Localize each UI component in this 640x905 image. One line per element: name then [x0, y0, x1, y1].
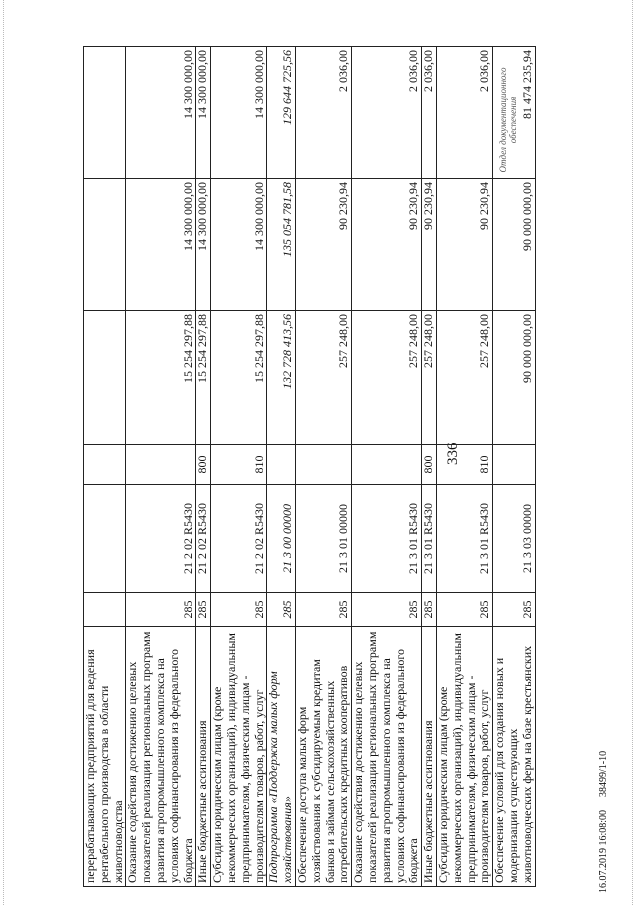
- cell-sum-1: [84, 311, 126, 445]
- cell-sum-2: 135 054 781,58: [267, 179, 296, 311]
- table-row: [196, 47, 211, 887]
- cell-target-article: 21 2 02 R5430: [126, 485, 196, 593]
- cell-name: Обеспечение доступа малых форм хозяйствования к субсидируемым кредитам банков и займам сельскохозяйственных потребительских кредитных кооперативов: [295, 627, 351, 887]
- cell-code: 285: [352, 593, 422, 627]
- cell-sum-3: [84, 47, 126, 179]
- stamp-line: Отдел документационного: [498, 67, 508, 173]
- stamp-line: обеспечения: [508, 96, 519, 144]
- divider: [3, 0, 4, 905]
- footer-doc-id: 38499/1-10: [598, 750, 609, 797]
- cell-code: 285: [295, 593, 351, 627]
- cell-target-article: [84, 485, 126, 593]
- cell-code: 285: [211, 593, 267, 627]
- cell-sum-2: 90 230,94: [436, 179, 492, 311]
- cell-sum-1: 257 248,00: [436, 311, 492, 445]
- table-row: [295, 47, 351, 887]
- cell-code: 285: [436, 593, 492, 627]
- table-row: [422, 47, 437, 887]
- cell-code: 285: [422, 593, 437, 627]
- cell-expense-type: [352, 445, 422, 485]
- cell-expense-type: 800: [422, 445, 437, 485]
- cell-name: Подпрограмма «Поддержка малых форм хозяйствования»: [267, 627, 296, 887]
- cell-name: Субсидии юридическим лицам (кроме некоммерческих организаций), индивидуальным предпринимателям, физическим лицам - производителям товаров, работ, услуг: [211, 627, 267, 887]
- cell-code: 285: [493, 593, 535, 627]
- cell-name: Оказание содействия достижению целевых показателей реализации региональных программ развития агропромышленного комплекса на условиях софинансирования из федерального бюджета: [352, 627, 422, 887]
- cell-expense-type: [126, 445, 196, 485]
- cell-expense-type: [267, 445, 296, 485]
- cell-target-article: 21 3 01 R5430: [422, 485, 437, 593]
- cell-sum-1: 257 248,00: [422, 311, 437, 445]
- cell-sum-2: 14 300 000,00: [196, 179, 211, 311]
- cell-target-article: 21 3 01 R5430: [436, 485, 492, 593]
- cell-sum-2: 90 230,94: [422, 179, 437, 311]
- cell-name: перерабатывающих предприятий для ведения рентабельного производства в области животноводства: [84, 627, 126, 887]
- cell-sum-2: 14 300 000,00: [126, 179, 196, 311]
- cell-sum-2: 90 230,94: [295, 179, 351, 311]
- cell-sum-3: 129 644 725,56: [267, 47, 296, 179]
- table-row: [126, 47, 196, 887]
- cell-target-article: 21 3 01 R5430: [352, 485, 422, 593]
- cell-name: Иные бюджетные ассигнования: [422, 627, 437, 887]
- table-row: [211, 47, 267, 887]
- table-row: [84, 47, 126, 887]
- cell-sum-3: 2 036,00: [436, 47, 492, 179]
- cell-expense-type: [493, 445, 535, 485]
- cell-name: Обеспечение условий для создания новых и модернизации существующих животноводческих ферм на базе крестьянских: [493, 627, 535, 887]
- cell-sum-1: 15 254 297,88: [196, 311, 211, 445]
- cell-sum-3: 81 474 235,94: [493, 47, 535, 179]
- divider: [632, 0, 633, 905]
- table-row: [436, 47, 492, 887]
- cell-sum-3: 2 036,00: [295, 47, 351, 179]
- cell-sum-1: 132 728 413,56: [267, 311, 296, 445]
- cell-sum-2: 14 300 000,00: [211, 179, 267, 311]
- cell-sum-1: 15 254 297,88: [211, 311, 267, 445]
- cell-target-article: 21 2 02 R5430: [196, 485, 211, 593]
- cell-sum-3: 14 300 000,00: [211, 47, 267, 179]
- cell-sum-1: 90 000 000,00: [493, 311, 535, 445]
- cell-expense-type: [84, 445, 126, 485]
- cell-expense-type: [295, 445, 351, 485]
- cell-target-article: 21 3 01 00000: [295, 485, 351, 593]
- cell-sum-1: 15 254 297,88: [126, 311, 196, 445]
- table-row: [267, 47, 296, 887]
- cell-sum-3: 14 300 000,00: [196, 47, 211, 179]
- cell-sum-3: 2 036,00: [352, 47, 422, 179]
- cell-code: [84, 593, 126, 627]
- cell-expense-type: 810: [211, 445, 267, 485]
- cell-sum-3: 2 036,00: [422, 47, 437, 179]
- cell-name: Иные бюджетные ассигнования: [196, 627, 211, 887]
- cell-code: 285: [196, 593, 211, 627]
- cell-name: Субсидии юридическим лицам (кроме некоммерческих организаций), индивидуальным предпринимателям, физическим лицам - производителям товаров, работ, услуг: [436, 627, 492, 887]
- cell-expense-type: 810: [436, 445, 492, 485]
- page-number: 336: [445, 442, 461, 465]
- cell-target-article: 21 3 03 00000: [493, 485, 535, 593]
- department-stamp: [498, 55, 519, 185]
- cell-name: Оказание содействия достижению целевых показателей реализации региональных программ развития агропромышленного комплекса на условиях софинансирования из федерального бюджета: [126, 627, 196, 887]
- footer-datetime: 16.07.2019 16:08:00: [598, 809, 609, 893]
- cell-expense-type: 800: [196, 445, 211, 485]
- cell-sum-2: 90 000 000,00: [493, 179, 535, 311]
- cell-target-article: 21 3 00 00000: [267, 485, 296, 593]
- cell-target-article: 21 2 02 R5430: [211, 485, 267, 593]
- table-row: [352, 47, 422, 887]
- cell-sum-1: 257 248,00: [352, 311, 422, 445]
- cell-code: 285: [126, 593, 196, 627]
- cell-code: 285: [267, 593, 296, 627]
- cell-sum-2: 90 230,94: [352, 179, 422, 311]
- cell-sum-2: [84, 179, 126, 311]
- cell-sum-3: 14 300 000,00: [126, 47, 196, 179]
- cell-sum-1: 257 248,00: [295, 311, 351, 445]
- budget-table: [83, 46, 536, 887]
